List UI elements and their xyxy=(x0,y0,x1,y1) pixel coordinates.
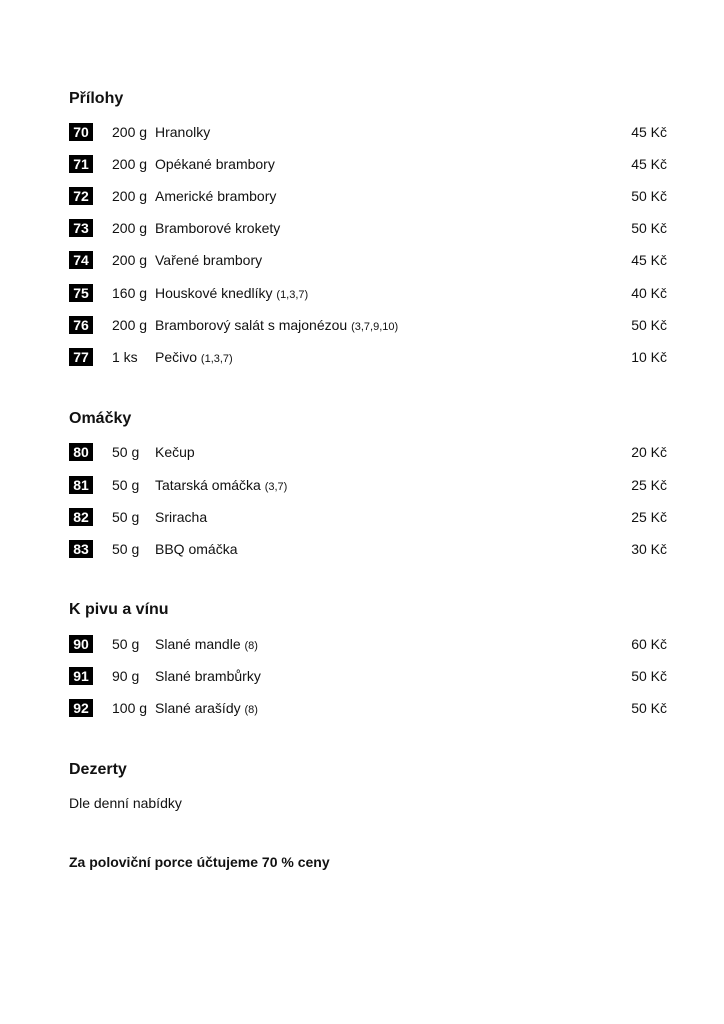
item-number: 76 xyxy=(69,316,93,334)
section-title-k-pivu-a-vinu: K pivu a vínu xyxy=(69,601,169,618)
item-number: 72 xyxy=(69,187,93,205)
item-quantity: 160 g xyxy=(112,285,148,301)
item-price: 60 Kč xyxy=(631,636,667,652)
item-price: 50 Kč xyxy=(631,188,667,204)
item-name: Slané arašídy xyxy=(155,700,241,716)
item-name-wrap xyxy=(155,441,195,463)
item-name: BBQ omáčka xyxy=(155,541,238,557)
item-name: Slané brambůrky xyxy=(155,668,261,684)
item-name: Hranolky xyxy=(155,124,211,140)
menu-item xyxy=(69,441,667,463)
item-name-wrap xyxy=(155,282,308,306)
dezerty-description: Dle denní nabídky xyxy=(69,795,182,811)
item-name-wrap xyxy=(155,506,207,528)
section-title-omacky: Omáčky xyxy=(69,410,132,427)
item-quantity: 200 g xyxy=(112,220,148,236)
item-name: Bramborové krokety xyxy=(155,220,281,236)
item-name-wrap xyxy=(155,633,258,657)
item-quantity: 50 g xyxy=(112,541,140,557)
item-allergens: (8) xyxy=(244,640,258,652)
item-price: 45 Kč xyxy=(631,124,667,140)
item-price: 50 Kč xyxy=(631,220,667,236)
item-allergens: (3,7) xyxy=(264,481,288,493)
item-name: Slané mandle xyxy=(155,636,241,652)
item-price: 25 Kč xyxy=(631,477,667,493)
item-price: 20 Kč xyxy=(631,444,667,460)
item-number: 75 xyxy=(69,284,93,302)
menu-item xyxy=(69,282,667,304)
item-quantity: 200 g xyxy=(112,252,148,268)
item-number: 80 xyxy=(69,443,93,461)
item-number: 73 xyxy=(69,219,93,237)
item-allergens: (1,3,7) xyxy=(200,353,233,365)
item-name-wrap xyxy=(155,538,237,560)
item-quantity: 1 ks xyxy=(112,349,138,365)
menu-item xyxy=(69,249,667,271)
item-name: Bramborový salát s majonézou xyxy=(155,317,348,333)
menu-item xyxy=(69,665,667,687)
item-number: 92 xyxy=(69,699,93,717)
item-allergens: (3,7,9,10) xyxy=(351,321,399,333)
item-name-wrap xyxy=(155,153,275,175)
menu-item xyxy=(69,538,667,560)
item-name-wrap xyxy=(155,474,287,498)
item-name-wrap xyxy=(155,185,276,207)
item-number: 74 xyxy=(69,251,93,269)
item-quantity: 50 g xyxy=(112,636,140,652)
item-allergens: (1,3,7) xyxy=(276,289,309,301)
item-quantity: 200 g xyxy=(112,317,148,333)
menu-item xyxy=(69,314,667,336)
item-name: Kečup xyxy=(155,444,195,460)
item-quantity: 200 g xyxy=(112,124,148,140)
item-name-wrap xyxy=(155,314,398,338)
item-price: 50 Kč xyxy=(631,317,667,333)
item-name-wrap xyxy=(155,249,262,271)
item-quantity: 200 g xyxy=(112,188,148,204)
item-name-wrap xyxy=(155,217,280,239)
item-quantity: 50 g xyxy=(112,509,140,525)
item-quantity: 50 g xyxy=(112,477,140,493)
item-number: 83 xyxy=(69,540,93,558)
item-number: 82 xyxy=(69,508,93,526)
item-number: 90 xyxy=(69,635,93,653)
menu-item xyxy=(69,506,667,528)
item-name: Houskové knedlíky xyxy=(155,285,273,301)
menu-item xyxy=(69,474,667,496)
section-title-prilohy: Přílohy xyxy=(69,90,124,107)
section-title-dezerty: Dezerty xyxy=(69,761,127,778)
item-quantity: 90 g xyxy=(112,668,140,684)
item-name: Vařené brambory xyxy=(155,252,263,268)
item-name-wrap xyxy=(155,346,233,370)
item-name-wrap xyxy=(155,121,210,143)
item-allergens: (8) xyxy=(244,704,258,716)
item-price: 45 Kč xyxy=(631,252,667,268)
menu-item xyxy=(69,633,667,655)
item-price: 50 Kč xyxy=(631,668,667,684)
menu-item xyxy=(69,346,667,368)
item-name-wrap xyxy=(155,665,261,687)
item-number: 81 xyxy=(69,476,93,494)
item-price: 50 Kč xyxy=(631,700,667,716)
item-number: 77 xyxy=(69,348,93,366)
menu-item xyxy=(69,697,667,719)
item-price: 25 Kč xyxy=(631,509,667,525)
half-portion-note: Za poloviční porce účtujeme 70 % ceny xyxy=(69,854,330,870)
item-price: 30 Kč xyxy=(631,541,667,557)
item-number: 91 xyxy=(69,667,93,685)
item-name: Sriracha xyxy=(155,509,208,525)
item-quantity: 200 g xyxy=(112,156,148,172)
menu-item xyxy=(69,217,667,239)
item-price: 45 Kč xyxy=(631,156,667,172)
item-number: 70 xyxy=(69,123,93,141)
menu-item xyxy=(69,153,667,175)
menu-item xyxy=(69,185,667,207)
item-quantity: 50 g xyxy=(112,444,140,460)
item-name: Tatarská omáčka xyxy=(155,477,261,493)
item-name-wrap xyxy=(155,697,258,721)
item-price: 40 Kč xyxy=(631,285,667,301)
item-price: 10 Kč xyxy=(631,349,667,365)
item-quantity: 100 g xyxy=(112,700,148,716)
menu-item xyxy=(69,121,667,143)
item-name: Opékané brambory xyxy=(155,156,275,172)
item-name: Pečivo xyxy=(155,349,198,365)
item-number: 71 xyxy=(69,155,93,173)
item-name: Americké brambory xyxy=(155,188,277,204)
